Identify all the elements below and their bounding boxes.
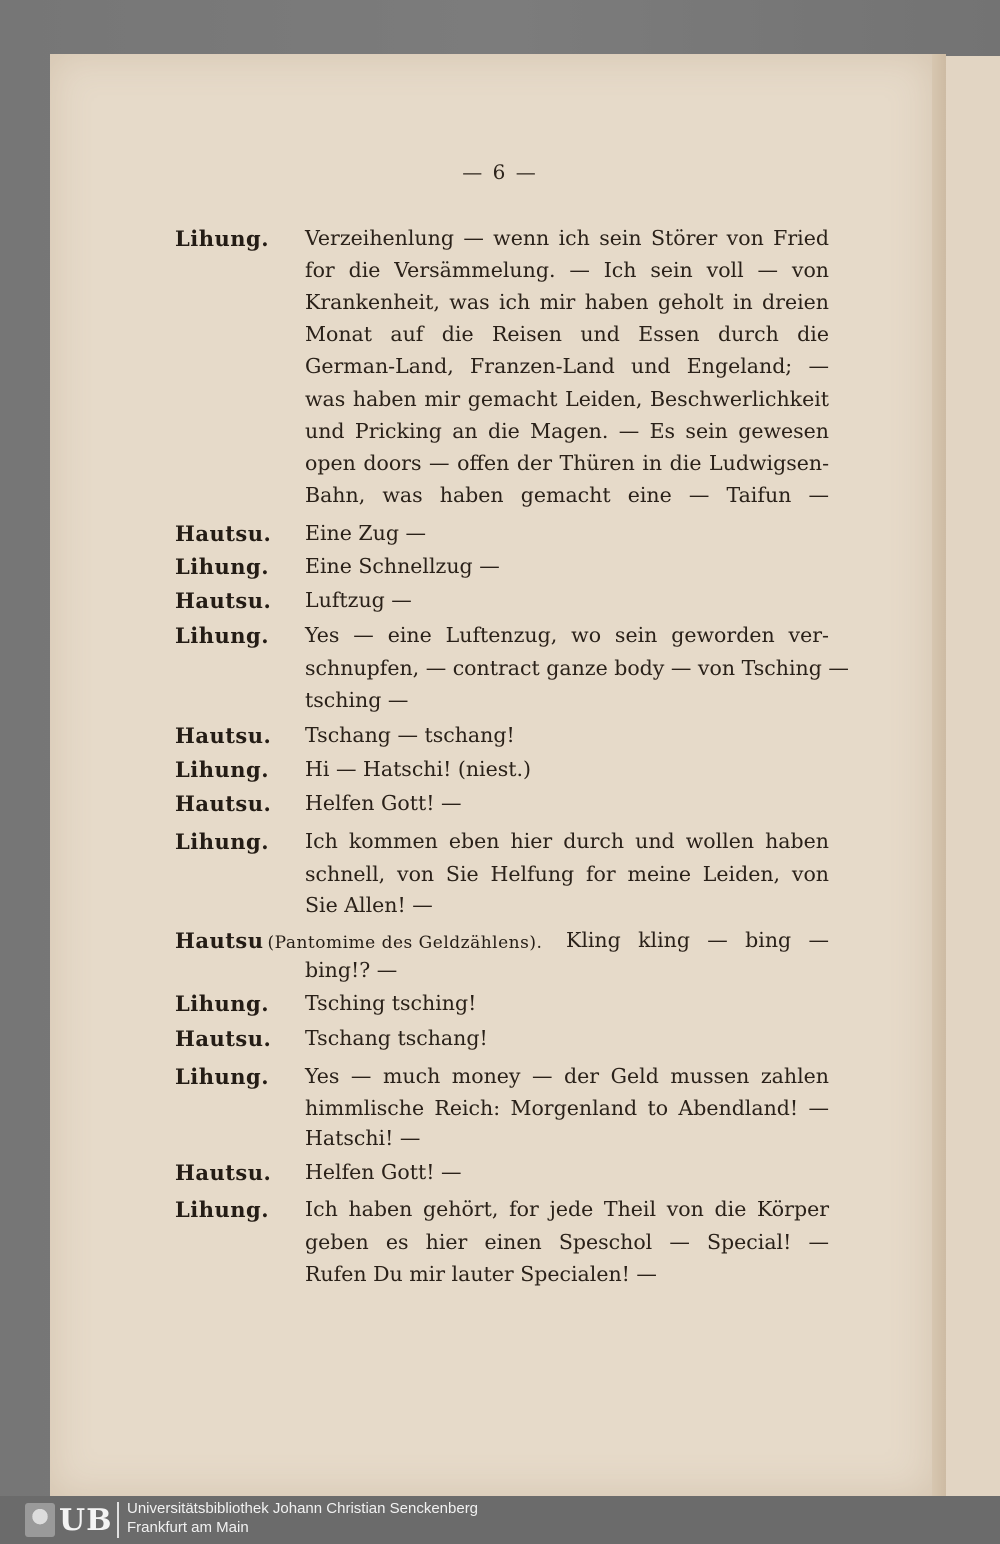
script-line bbox=[0, 723, 1000, 755]
script-line bbox=[0, 829, 1000, 861]
script-line bbox=[0, 451, 1000, 483]
script-line bbox=[0, 991, 1000, 1023]
speaker-name: Lihung. bbox=[175, 829, 270, 854]
script-line bbox=[0, 226, 1000, 258]
speaker-name: Hautsu. bbox=[175, 791, 272, 816]
script-line bbox=[0, 258, 1000, 290]
speaker-name: Hautsu. bbox=[175, 1160, 272, 1185]
script-line bbox=[0, 757, 1000, 789]
page-number: — 6 — bbox=[462, 160, 538, 184]
dialogue-text: tsching — bbox=[305, 688, 409, 712]
library-name: Universitätsbibliothek Johann Christian Senckenberg bbox=[127, 1500, 479, 1517]
script-line bbox=[0, 1026, 1000, 1058]
script-line bbox=[0, 354, 1000, 386]
ub-logo-text: UB bbox=[59, 1502, 113, 1538]
dialogue-text: open doors — offen der Thüren in die Ludwigsen- bbox=[305, 451, 829, 475]
script-line bbox=[0, 1230, 1000, 1262]
dialogue-text: Bahn, was haben gemacht eine — Taifun — bbox=[305, 483, 829, 507]
dialogue-text: Tsching tsching! bbox=[305, 991, 477, 1015]
dialogue-text: Sie Allen! — bbox=[305, 893, 433, 917]
speaker-name: Lihung. bbox=[175, 1197, 270, 1222]
dialogue-text: bing!? — bbox=[305, 958, 398, 982]
portrait-icon bbox=[25, 1503, 55, 1537]
speaker-name: Hautsu. bbox=[175, 1026, 272, 1051]
dialogue-text: Helfen Gott! — bbox=[305, 791, 462, 815]
dialogue-text: Yes — much money — der Geld mussen zahlen bbox=[305, 1064, 829, 1088]
speaker-name: Hautsu. bbox=[175, 521, 272, 546]
dialogue-text: Helfen Gott! — bbox=[305, 1160, 462, 1184]
ub-logo[interactable] bbox=[25, 1502, 115, 1538]
speaker-name: Lihung. bbox=[175, 757, 270, 782]
script-line bbox=[0, 688, 1000, 720]
dialogue-text: Luftzug — bbox=[305, 588, 412, 612]
script-line bbox=[0, 554, 1000, 586]
dialogue-text: und Pricking an die Magen. — Es sein gewesen bbox=[305, 419, 829, 443]
script-line bbox=[0, 862, 1000, 894]
script-line bbox=[0, 483, 1000, 515]
dialogue-text: himmlische Reich: Morgenland to Abendland! — bbox=[305, 1096, 829, 1120]
script-line bbox=[0, 322, 1000, 354]
script-line bbox=[0, 928, 1000, 960]
script-line bbox=[0, 1096, 1000, 1128]
dialogue-text: for die Versämmelung. — Ich sein voll — von bbox=[305, 258, 829, 282]
dialogue-text: schnupfen, — contract ganze body — von Tsching — bbox=[305, 656, 849, 680]
dialogue-text: Tschang tschang! bbox=[305, 1026, 488, 1050]
script-line bbox=[0, 290, 1000, 322]
dialogue-text: Krankenheit, was ich mir haben geholt in dreien bbox=[305, 290, 829, 314]
speaker-name: Lihung. bbox=[175, 1064, 270, 1089]
dialogue-text: Rufen Du mir lauter Specialen! — bbox=[305, 1262, 657, 1286]
speaker-name: Hautsu. bbox=[175, 723, 272, 748]
dialogue-text: Hi — Hatschi! (niest.) bbox=[305, 757, 531, 781]
dialogue-text: German-Land, Franzen-Land und Engeland; — bbox=[305, 354, 829, 378]
dialogue-text: Kling kling — bing — bbox=[566, 928, 829, 952]
script-line bbox=[0, 1160, 1000, 1192]
script-line bbox=[0, 1064, 1000, 1096]
speaker-name: Lihung. bbox=[175, 554, 270, 579]
speaker-name: Lihung. bbox=[175, 991, 270, 1016]
dialogue-text: Eine Schnellzug — bbox=[305, 554, 500, 578]
speaker-label: Hautsu bbox=[175, 928, 264, 953]
library-city: Frankfurt am Main bbox=[127, 1519, 249, 1536]
speaker-name: Hautsu. bbox=[175, 588, 272, 613]
script-line bbox=[0, 387, 1000, 419]
speaker-name: Lihung. bbox=[175, 226, 270, 251]
script-line bbox=[0, 958, 1000, 990]
script-line bbox=[0, 893, 1000, 925]
script-line bbox=[0, 1197, 1000, 1229]
script-line bbox=[0, 521, 1000, 553]
footer-divider bbox=[117, 1502, 119, 1538]
dialogue-text: Yes — eine Luftenzug, wo sein geworden ver- bbox=[305, 623, 829, 647]
dialogue-text: was haben mir gemacht Leiden, Beschwerlichkeit bbox=[305, 387, 829, 411]
dialogue-text: Ich kommen eben hier durch und wollen haben bbox=[305, 829, 829, 853]
dialogue-text: Tschang — tschang! bbox=[305, 723, 515, 747]
dialogue-text: geben es hier einen Speschol — Special! — bbox=[305, 1230, 829, 1254]
dialogue-text: schnell, von Sie Helfung for meine Leiden, von bbox=[305, 862, 829, 886]
script-line bbox=[0, 791, 1000, 823]
dialogue-text: Verzeihenlung — wenn ich sein Störer von Fried bbox=[305, 226, 829, 250]
script-line bbox=[0, 656, 1000, 688]
speaker-name: Lihung. bbox=[175, 623, 270, 648]
stage-direction: (Pantomime des Geldzählens). bbox=[267, 933, 543, 953]
dialogue-text: Ich haben gehört, for jede Theil von die Körper bbox=[305, 1197, 829, 1221]
dialogue-text: Eine Zug — bbox=[305, 521, 426, 545]
script-line bbox=[0, 588, 1000, 620]
speaker-name bbox=[175, 928, 542, 953]
dialogue-text: Hatschi! — bbox=[305, 1126, 421, 1150]
script-line bbox=[0, 419, 1000, 451]
script-line bbox=[0, 1262, 1000, 1294]
dialogue-text: Monat auf die Reisen und Essen durch die bbox=[305, 322, 829, 346]
script-line bbox=[0, 1126, 1000, 1158]
script-line bbox=[0, 623, 1000, 655]
